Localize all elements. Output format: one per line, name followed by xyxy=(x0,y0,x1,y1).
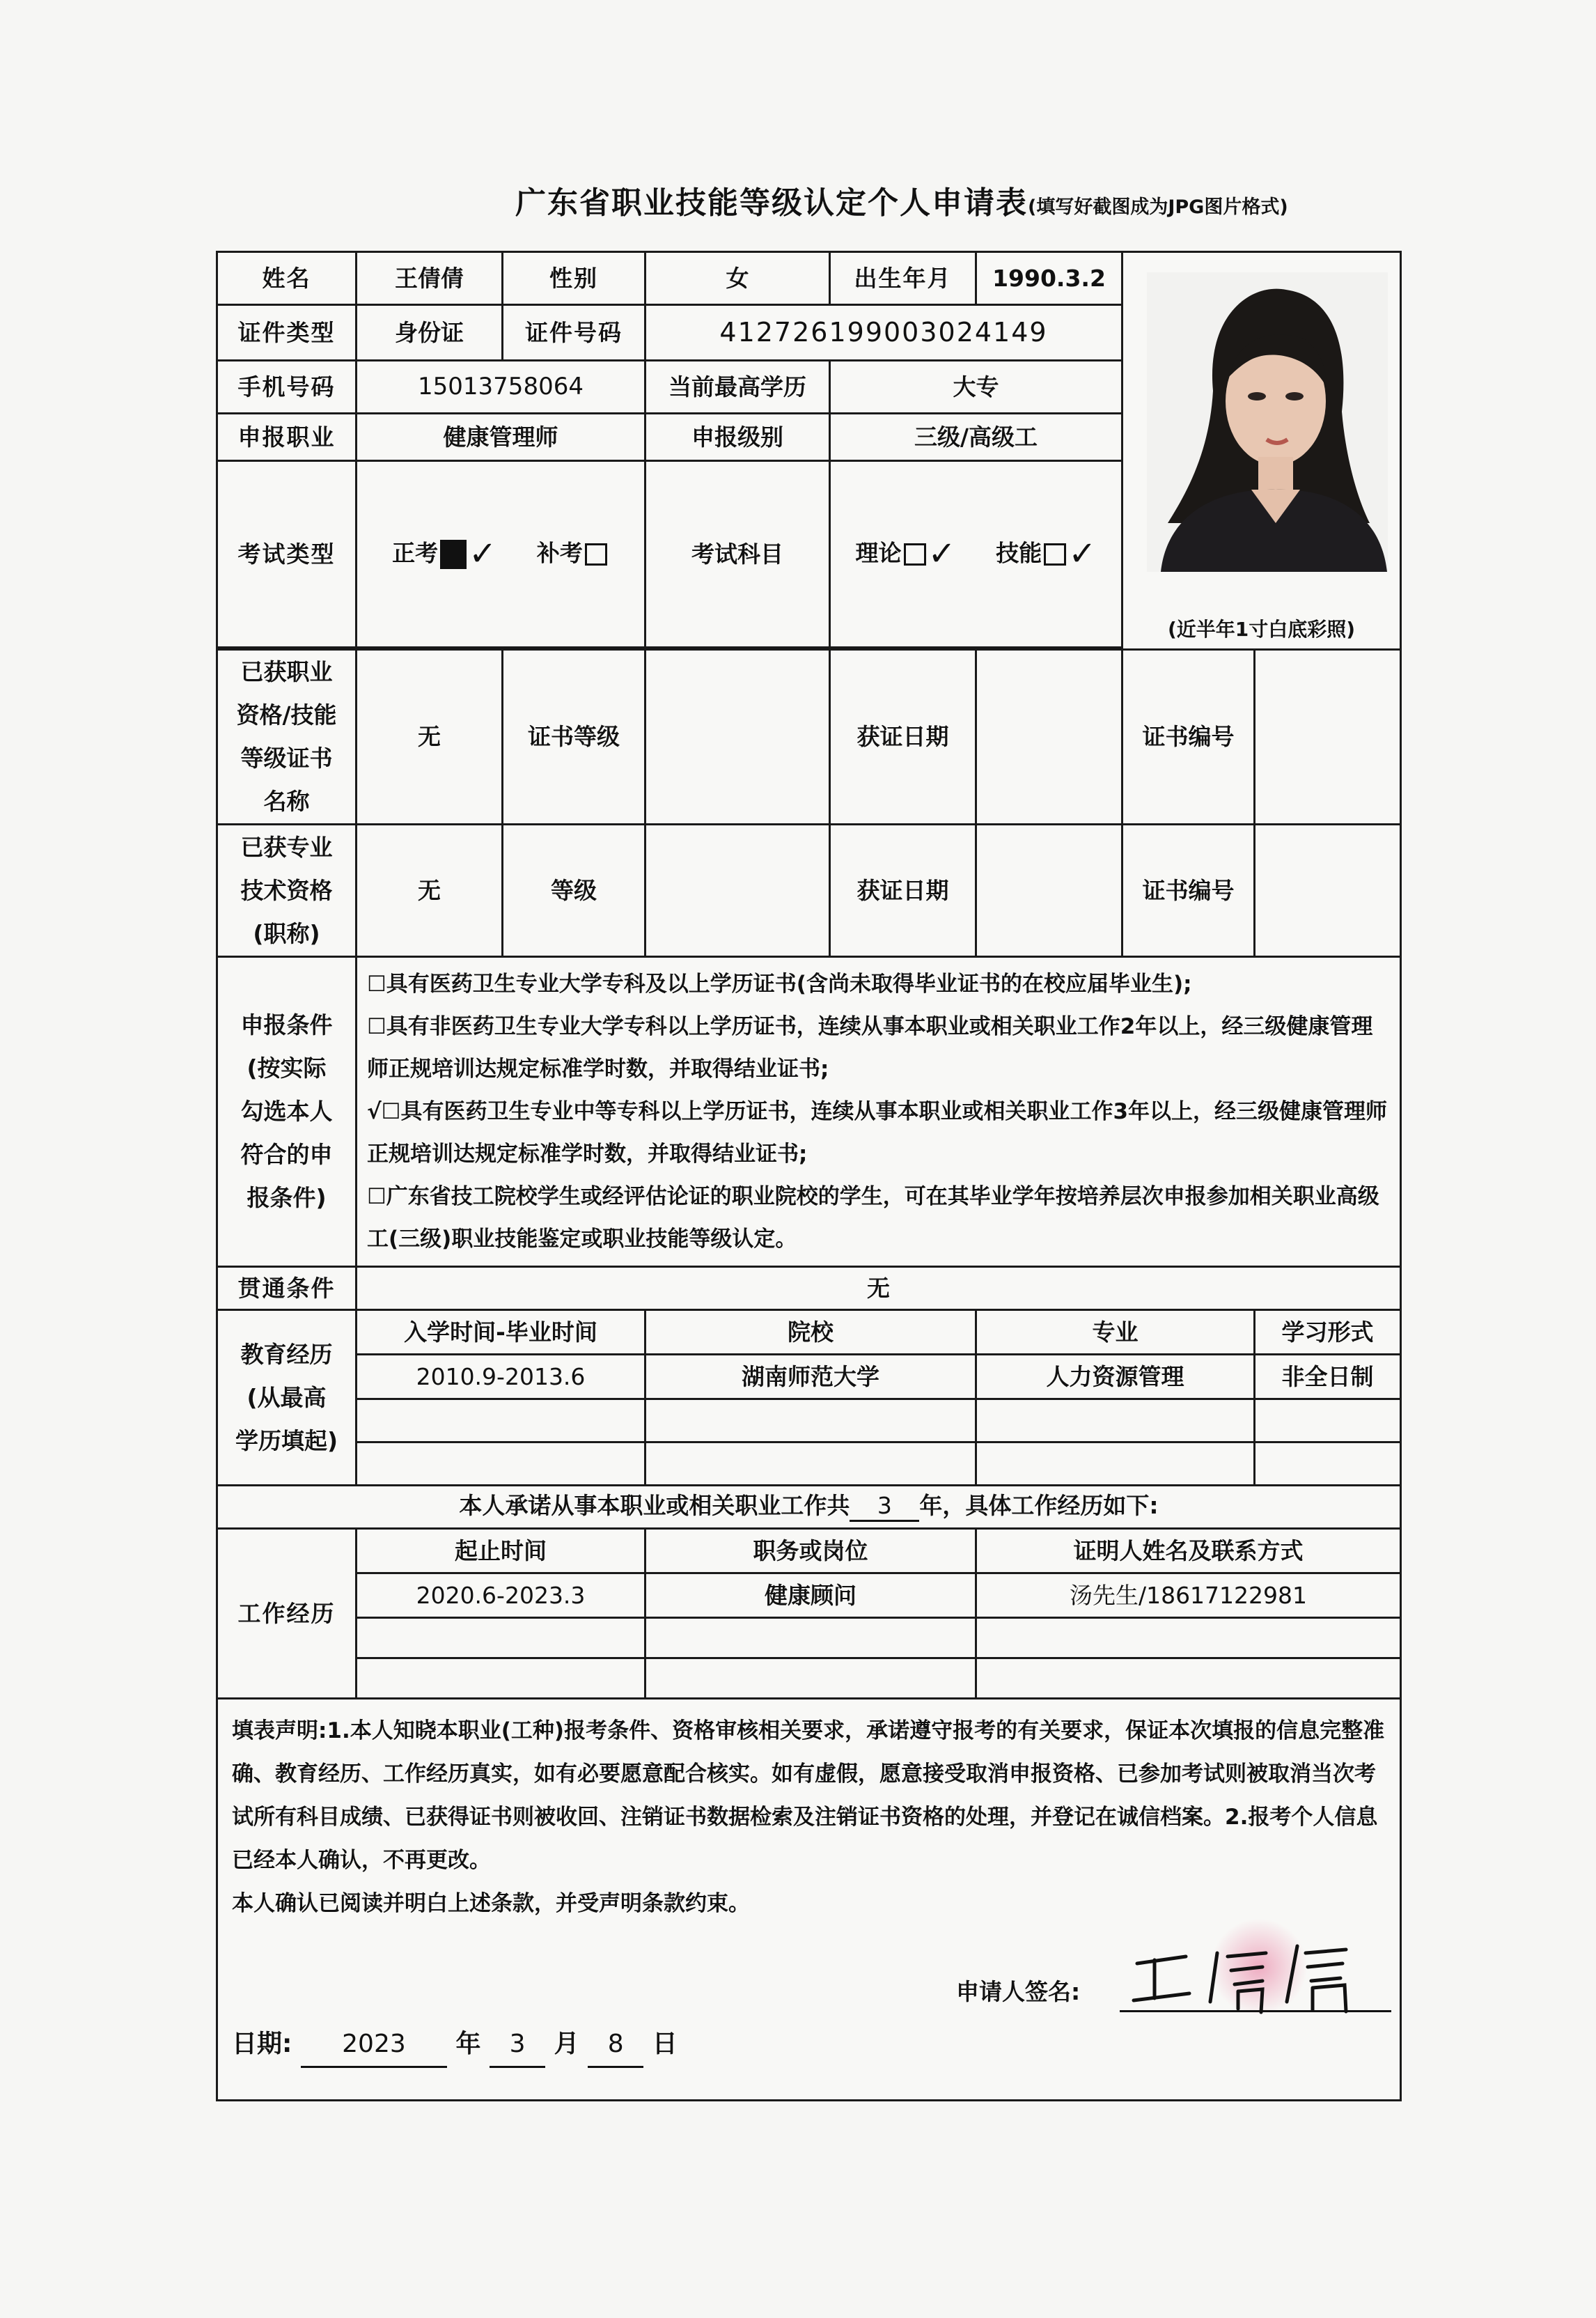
through-value: 无 xyxy=(357,1267,1401,1310)
handwritten-signature xyxy=(1123,1925,1388,2016)
edu-value: 大专 xyxy=(830,361,1122,414)
makeup-exam-checkbox[interactable] xyxy=(585,543,607,566)
exam-subject-cell xyxy=(830,461,1122,648)
edu-empty-cell xyxy=(976,1399,1255,1442)
cert1-value: 无 xyxy=(357,650,503,825)
dob-value: 1990.3.2 xyxy=(976,252,1122,305)
education-label xyxy=(217,1310,357,1486)
work-empty-cell xyxy=(646,1658,976,1699)
signature-area xyxy=(232,1925,1386,2099)
id-type-value: 身份证 xyxy=(357,305,503,361)
conditions-label-line: 申报条件 xyxy=(240,1011,333,1039)
cert1-no-label: 证书编号 xyxy=(1122,650,1255,825)
form-title xyxy=(515,178,1421,222)
makeup-exam-label: 补考 xyxy=(536,539,583,566)
work-promise-suffix: 年，具体工作经历如下: xyxy=(919,1492,1159,1520)
conditions-label-line: 符合的申 xyxy=(240,1141,333,1168)
edu-empty-cell xyxy=(357,1442,646,1486)
date-year: 2023 xyxy=(301,2023,447,2068)
cert2-value: 无 xyxy=(357,825,503,957)
signature-underline xyxy=(1120,2010,1391,2012)
check-mark-icon: ✓ xyxy=(469,534,497,573)
edu-empty-cell xyxy=(646,1442,976,1486)
conditions-label-line: (按实际 xyxy=(247,1055,327,1082)
job-label: 申报职业 xyxy=(217,414,357,461)
edu-label: 当前最高学历 xyxy=(646,361,830,414)
photo-caption: (近半年1寸白底彩照) xyxy=(1167,618,1356,641)
form-title-note: (填写好截图成为JPG图片格式) xyxy=(1028,196,1288,218)
edu-empty-cell xyxy=(976,1442,1255,1486)
work-header-reference: 证明人姓名及联系方式 xyxy=(976,1529,1401,1573)
work-promise-prefix: 本人承诺从事本职业或相关职业工作共 xyxy=(459,1492,850,1520)
regular-exam-label: 正考 xyxy=(392,539,439,566)
date-month: 3 xyxy=(490,2023,545,2068)
work-empty-cell xyxy=(646,1618,976,1658)
cert2-date-label: 获证日期 xyxy=(830,825,976,957)
work-header-position: 职务或岗位 xyxy=(646,1529,976,1573)
dob-label: 出生年月 xyxy=(830,252,976,305)
cert2-date-value xyxy=(976,825,1122,957)
form-title-main: 广东省职业技能等级认定个人申请表 xyxy=(515,185,1028,221)
edu-header-school: 院校 xyxy=(646,1310,976,1355)
edu-header-mode: 学习形式 xyxy=(1255,1310,1401,1355)
conditions-list xyxy=(357,957,1401,1267)
check-mark-icon: ✓ xyxy=(1068,534,1097,573)
level-label: 申报级别 xyxy=(646,414,830,461)
work-empty-cell xyxy=(976,1618,1401,1658)
education-label-line: 学历填起) xyxy=(235,1426,338,1454)
skill-checkbox[interactable] xyxy=(1044,543,1066,566)
conditions-label-line: 报条件) xyxy=(247,1184,327,1211)
cert2-grade-label: 等级 xyxy=(503,825,646,957)
theory-label: 理论 xyxy=(855,539,902,566)
declaration-text: 填表声明:1.本人知晓本职业(工种)报考条件、资格审核相关要求，承诺遵守报考的有关要求，保证本次填报的信息完整准确、教育经历、工作经历真实，如有必要愿意配合核实。如有虚假，愿意接受取消申报资格、已参加考试则被取消当次考试所有科目成绩、已获得证书则被收回、注销证书数据检索及注销证书资格的处理，并登记在诚信档案。2.报考个人信息已经本人确认，不再更改。 xyxy=(232,1718,1385,1873)
theory-checkbox[interactable] xyxy=(904,543,926,566)
cert1-label-line: 已获职业 xyxy=(240,658,333,685)
conditions-label-line: 勾选本人 xyxy=(240,1098,333,1125)
edu-row-major: 人力资源管理 xyxy=(976,1355,1255,1399)
name-label: 姓名 xyxy=(217,252,357,305)
gender-label: 性别 xyxy=(503,252,646,305)
edu-row-school: 湖南师范大学 xyxy=(646,1355,976,1399)
cert2-no-value xyxy=(1255,825,1401,957)
edu-header-major: 专业 xyxy=(976,1310,1255,1355)
skill-label: 技能 xyxy=(996,539,1042,566)
edu-row-period: 2010.9-2013.6 xyxy=(357,1355,646,1399)
declaration-cell xyxy=(217,1699,1401,2101)
work-row-reference: 汤先生/18617122981 xyxy=(976,1573,1401,1618)
condition-item-3[interactable]: √☐具有医药卫生专业中等专科以上学历证书，连续从事本职业或相关职业工作3年以上，经三级健康管理师正规培训达规定标准学时数，并取得结业证书; xyxy=(367,1098,1388,1167)
work-empty-cell xyxy=(357,1658,646,1699)
application-table xyxy=(216,251,1402,2101)
condition-item-1[interactable]: ☐具有医药卫生专业大学专科及以上学历证书(含尚未取得毕业证书的在校应届毕业生); xyxy=(367,971,1192,997)
date-label: 日期: xyxy=(232,2030,292,2058)
work-empty-cell xyxy=(976,1658,1401,1699)
signature-label: 申请人签名: xyxy=(956,1978,1081,2005)
cert1-grade-label: 证书等级 xyxy=(503,650,646,825)
cert2-label-line: (职称) xyxy=(253,919,320,947)
work-header-period: 起止时间 xyxy=(357,1529,646,1573)
cert2-label xyxy=(217,825,357,957)
exam-type-label: 考试类型 xyxy=(217,461,357,648)
edu-row-mode: 非全日制 xyxy=(1255,1355,1401,1399)
name-value: 王倩倩 xyxy=(357,252,503,305)
regular-exam-checkbox[interactable] xyxy=(440,540,467,569)
cert1-label-line: 等级证书 xyxy=(240,745,333,772)
edu-empty-cell xyxy=(1255,1442,1401,1486)
cert2-grade-value xyxy=(646,825,830,957)
edu-empty-cell xyxy=(357,1399,646,1442)
edu-header-period: 入学时间-毕业时间 xyxy=(357,1310,646,1355)
cert1-date-label: 获证日期 xyxy=(830,650,976,825)
edu-empty-cell xyxy=(646,1399,976,1442)
education-label-line: (从最高 xyxy=(247,1383,327,1411)
conditions-label xyxy=(217,957,357,1267)
exam-subject-label: 考试科目 xyxy=(646,461,830,648)
condition-item-2[interactable]: ☐具有非医药卫生专业大学专科以上学历证书，连续从事本职业或相关职业工作2年以上，经三级健康管理师正规培训达规定标准学时数，并取得结业证书; xyxy=(367,1013,1373,1082)
applicant-photo xyxy=(1147,272,1388,572)
phone-label: 手机号码 xyxy=(217,361,357,414)
id-no-label: 证件号码 xyxy=(503,305,646,361)
date-year-unit: 年 xyxy=(455,2030,481,2058)
work-row-position: 健康顾问 xyxy=(646,1573,976,1618)
work-label: 工作经历 xyxy=(217,1529,357,1699)
cert2-no-label: 证书编号 xyxy=(1122,825,1255,957)
date-day-unit: 日 xyxy=(652,2030,678,2058)
cert1-label xyxy=(217,650,357,825)
phone-value: 15013758064 xyxy=(357,361,646,414)
work-promise xyxy=(217,1486,1401,1529)
exam-type-cell xyxy=(357,461,646,648)
education-label-line: 教育经历 xyxy=(240,1340,333,1368)
id-type-label: 证件类型 xyxy=(217,305,357,361)
edu-empty-cell xyxy=(1255,1399,1401,1442)
date-month-unit: 月 xyxy=(554,2030,579,2058)
date-day: 8 xyxy=(588,2023,643,2068)
check-mark-icon: ✓ xyxy=(928,534,956,573)
cert1-label-line: 资格/技能 xyxy=(236,701,337,729)
cert2-label-line: 已获专业 xyxy=(240,833,333,861)
work-promise-years: 3 xyxy=(850,1492,919,1522)
job-value: 健康管理师 xyxy=(357,414,646,461)
condition-item-4[interactable]: ☐广东省技工院校学生或经评估论证的职业院校的学生，可在其毕业学年按培养层次申报参加相关职业高级工(三级)职业技能鉴定或职业技能等级认定。 xyxy=(367,1183,1379,1252)
cert1-grade-value xyxy=(646,650,830,825)
id-no-value: 412726199003024149 xyxy=(646,305,1122,361)
cert2-label-line: 技术资格 xyxy=(240,876,333,904)
cert1-date-value xyxy=(976,650,1122,825)
cert1-no-value xyxy=(1255,650,1401,825)
work-row-period: 2020.6-2023.3 xyxy=(357,1573,646,1618)
gender-value: 女 xyxy=(646,252,830,305)
through-label: 贯通条件 xyxy=(217,1267,357,1310)
date-line xyxy=(232,2023,678,2068)
photo-cell xyxy=(1122,252,1401,650)
level-value: 三级/高级工 xyxy=(830,414,1122,461)
declaration-confirm: 本人确认已阅读并明白上述条款，并受声明条款约束。 xyxy=(232,1891,750,1916)
work-empty-cell xyxy=(357,1618,646,1658)
cert1-label-line: 名称 xyxy=(263,788,310,815)
